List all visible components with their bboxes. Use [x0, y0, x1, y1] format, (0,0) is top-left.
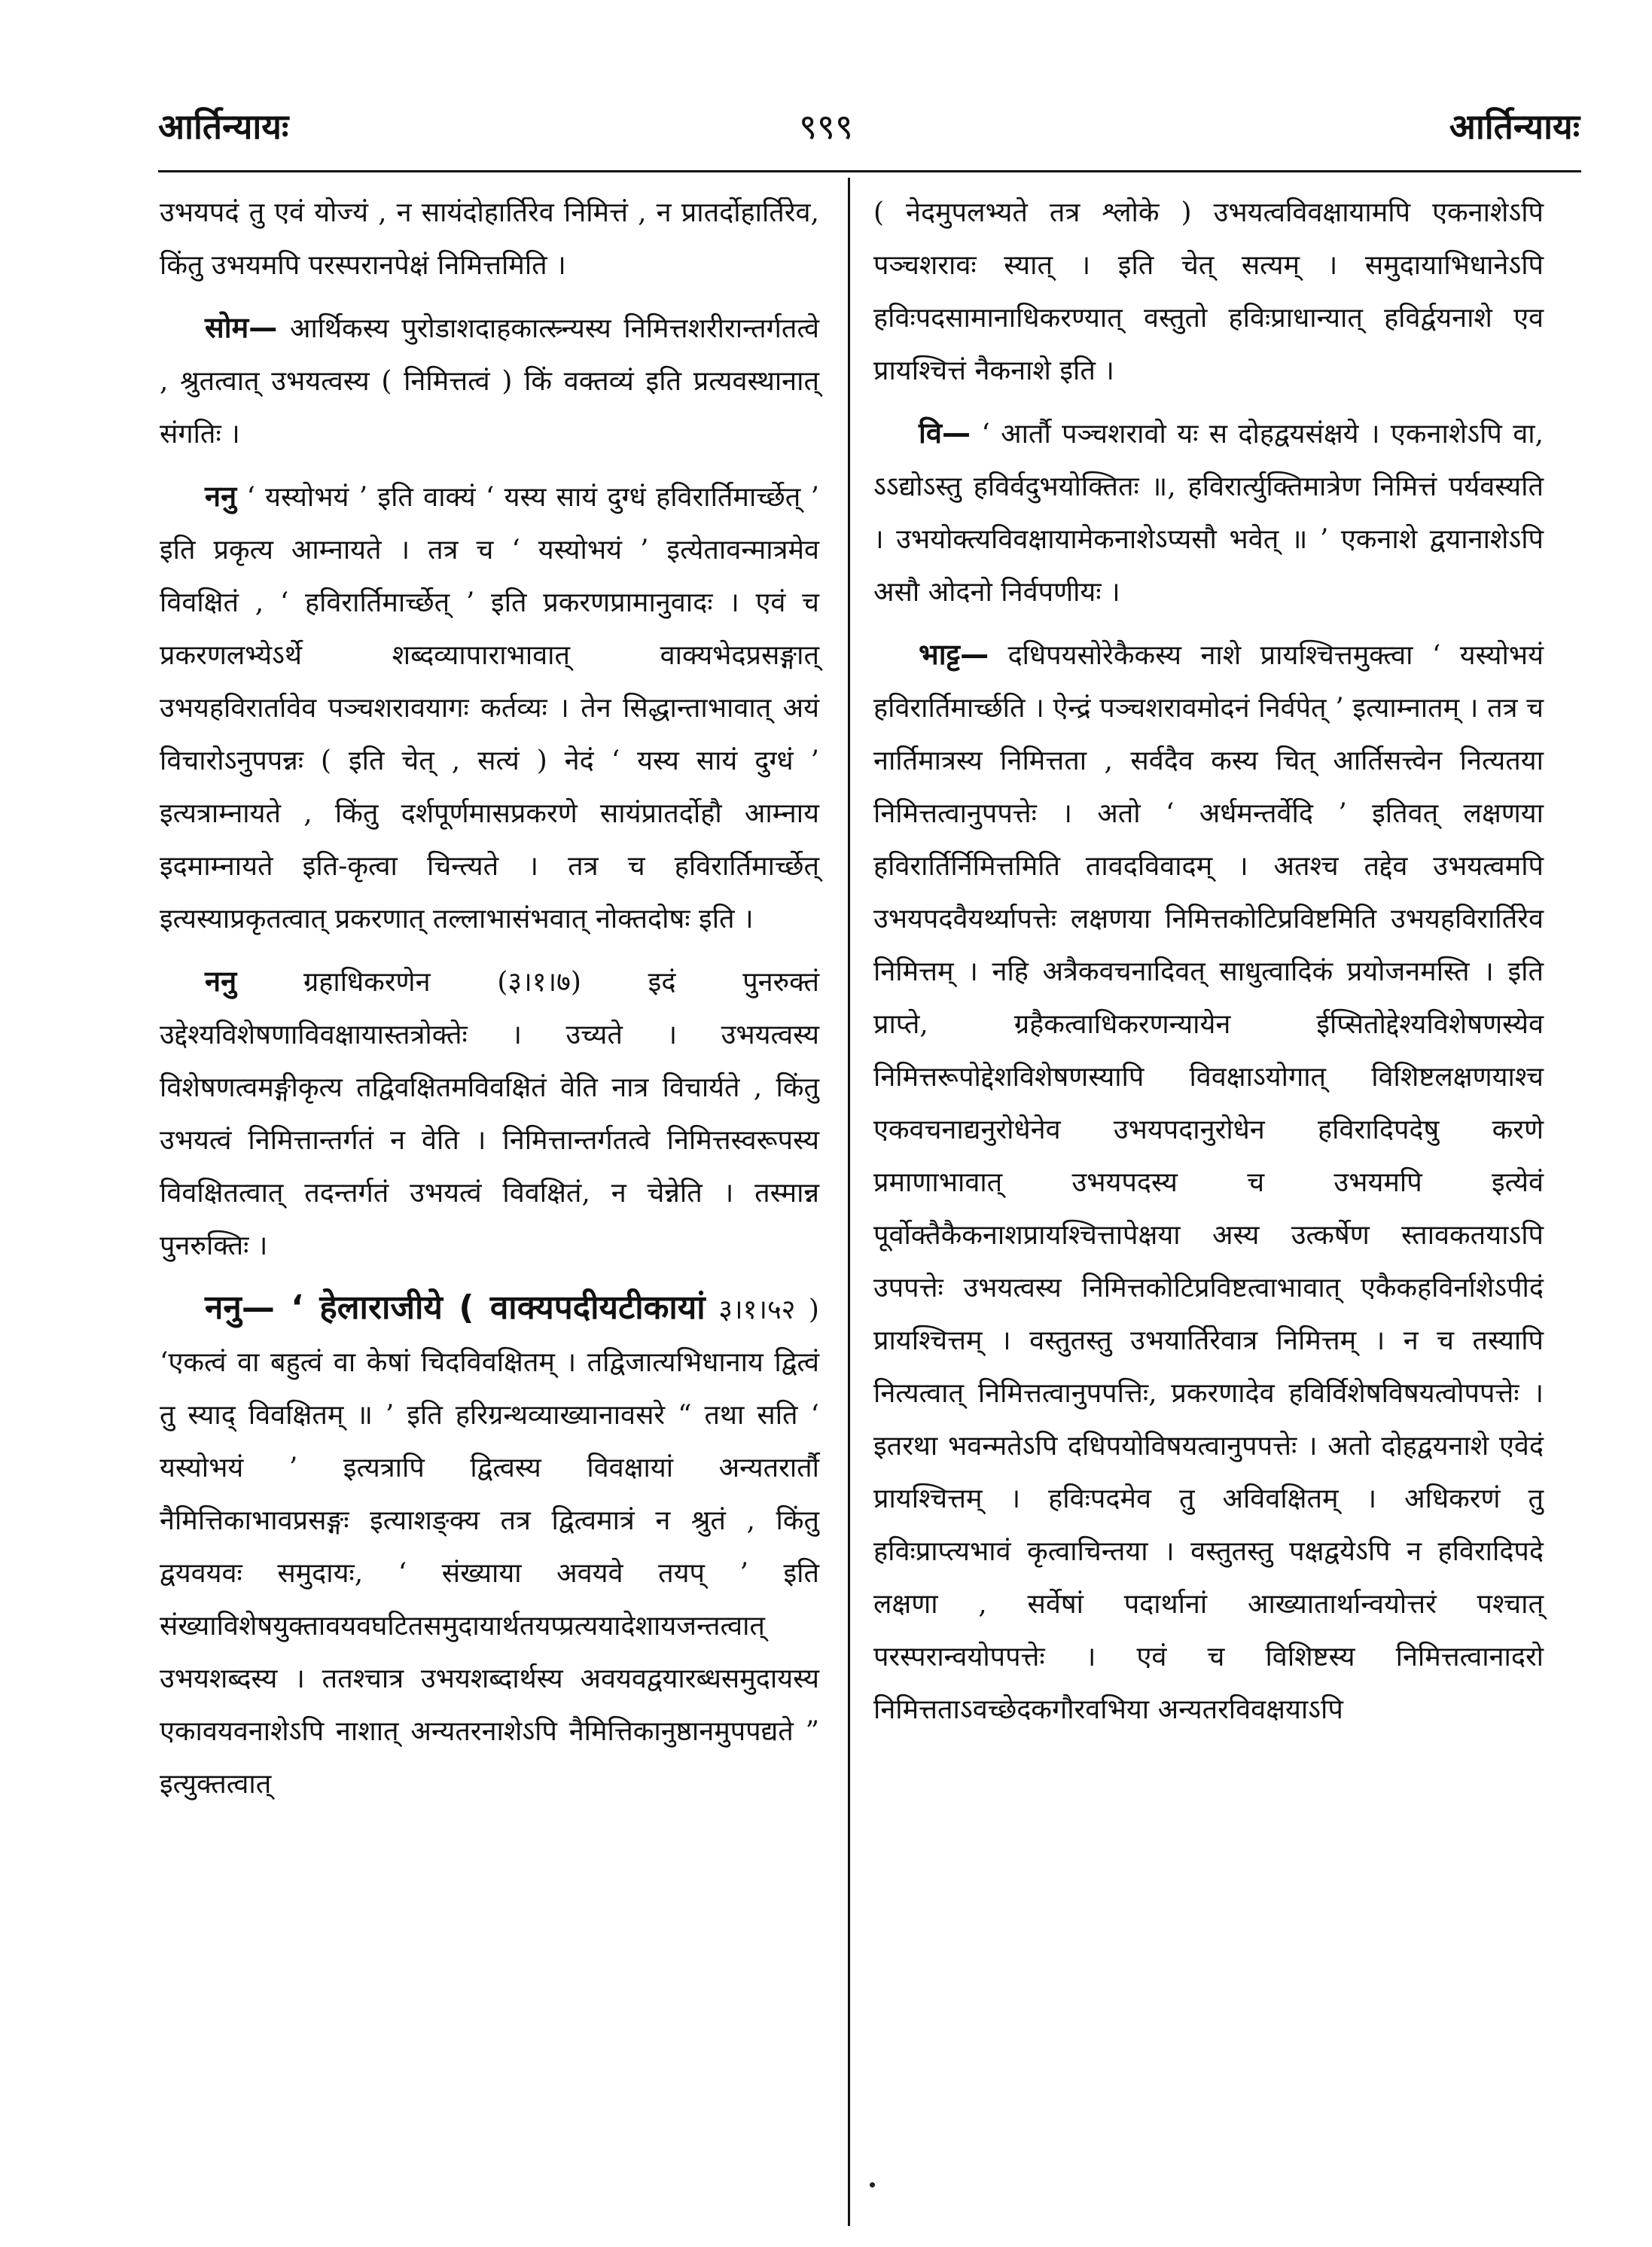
- paragraph-text: ( नेदमुपलभ्यते तत्र श्लोके ) उभयत्वविवक्षायामपि एकनाशेऽपि पञ्चशरावः स्यात् । इति चेत् सत्यम् । समुदायाभिधानेऽपि हविःपदसामानाधिकरण्यात् वस्तुतो हविःप्राधान्यात् हविर्द्वयनाशे एव प्रायश्चित्तं नैकनाशे इति ।: [873, 197, 1544, 386]
- paragraph: [873, 187, 1544, 398]
- paragraph-text: ‘ आर्तौ पञ्चशरावो यः स दोहद्वयसंक्षये । एकनाशेऽपि वा, ऽऽद्योऽस्तु हविर्वदुभयोक्तितः ॥, हविरार्त्युक्तिमात्रेण निमित्तं पर्यवस्यति । उभयोक्त्यविवक्षायामेकनाशेऽप्यसौ भवेत् ॥ ’ एकनाशे द्वयानाशेऽपि असौ ओदनो निर्वपणीयः ।: [873, 419, 1544, 608]
- paragraph-text: दधिपयसोरेकैकस्य नाशे प्रायश्चित्तमुक्त्वा ‘ यस्योभयं हविरार्तिमार्च्छति । ऐन्द्रं पञ्चशरावमोदनं निर्वपेत् ’ इत्याम्नातम् । तत्र च नार्तिमात्रस्य निमित्तता , सर्वदैव कस्य चित् आर्तिसत्त्वेन नित्यतया निमित्तत्वानुपपत्तेः । अतो ‘ अर्धमन्तर्वेदि ’ इतिवत् लक्षणया हविरार्तिर्निमित्तमिति तावदविवादम् । अतश्च तद्देव उभयत्वमपि उभयपदवैयर्थ्यापत्तेः लक्षणया निमित्तकोटिप्रविष्टमिति उभयहविरार्तिरेव निमित्तम् । नहि अत्रैकवचनादिवत् साधुत्वादिकं प्रयोजनमस्ति । इति प्राप्ते, ग्रहैकत्वाधिकरणन्यायेन ईप्सितोद्देश्यविशेषणस्येव निमित्तरूपोद्देशविशेषणस्यापि विवक्षाऽयोगात् विशिष्टलक्षणयाश्च एकवचनाद्यनुरोधेनेव उभयपदानुरोधेन हविरादिपदेषु करणे प्रमाणाभावात् उभयपदस्य च उभयमपि इत्येवं पूर्वोक्तैकैकनाशप्रायश्चित्तापेक्षया अस्य उत्कर्षेण स्तावकतयाऽपि उपपत्तेः उभयत्वस्य निमित्तकोटिप्रविष्टत्वाभावात् एकैकहविर्नाशेऽपीदं प्रायश्चित्तम् । वस्तुतस्तु उभयार्तिरेवात्र निमित्तम् । न च तस्यापि नित्यत्वात् निमित्तत्वानुपपत्तिः, प्रकरणादेव हविर्विशेषविषयत्वोपपत्तेः । इतरथा भवन्मतेऽपि दधिपयोविषयत्वानुपपत्तेः । अतो दोहद्वयनाशे एवेदं प्रायश्चित्तम् । हविःपदमेव तु अविवक्षितम् । अधिकरणं तु हविःप्राप्त्यभावं कृत्वाचिन्तया । वस्तुतस्तु पक्षद्वयेऽपि न हविरादिपदे लक्षणा , सर्वेषां पदार्थानां आख्यातार्थान्वयोत्तरं पश्चात् परस्परान्वयोपपत्तेः । एवं च विशिष्टस्य निमित्तत्वानादरो निमित्तताऽवच्छेदकगौरवभिया अन्यतरविवक्षयाऽपि: [873, 640, 1544, 1725]
- paragraph: [160, 955, 819, 1273]
- paragraph-lead: ननु— ‘ हेलाराजीये ( वाक्यपदीयटीकायां: [205, 1288, 706, 1327]
- stray-dot: [870, 2182, 875, 2188]
- paragraph: [873, 628, 1544, 1736]
- header-rule: [158, 170, 1581, 172]
- page-number: ९९९: [799, 106, 853, 147]
- paragraph: [160, 301, 819, 461]
- paragraph-text: आर्थिकस्य पुरोडाशदाहकात्स्र्न्यस्य निमित्तशरीरान्तर्गतत्वे , श्रुतत्वात् उभयत्वस्य ( निमित्तत्वं ) किं वक्तव्यं इति प्रत्यवस्थानात् संगतिः ।: [160, 313, 819, 450]
- paragraph-lead: वि—: [919, 416, 971, 450]
- left-column: [160, 187, 819, 1820]
- paragraph-text: उभयपदं तु एवं योज्यं , न सायंदोहार्तिरेव निमित्तं , न प्रातर्दोहार्तिरेव, किंतु उभयमपि परस्परानपेक्षं निमित्तमिति ।: [160, 197, 819, 281]
- paragraph-lead: सोम—: [205, 311, 278, 344]
- paragraph-text: ३।१।५२ ) ‘एकत्वं वा बहुत्वं वा केषां चिदविवक्षितम् । तद्विजात्यभिधानाय द्वित्वं तु स्याद् विवक्षितम् ॥ ’ इति हरिग्रन्थव्याख्यानावसरे “ तथा सति ‘ यस्योभयं ’ इत्यत्रापि द्वित्वस्य विवक्षायां अन्यतरार्तौ नैमित्तिकाभावप्रसङ्गः इत्याशङ्क्य तत्र द्वित्वमात्रं न श्रुतं , किंतु द्वयवयवः समुदायः, ‘ संख्याया अवयवे तयप् ’ इति संख्याविशेषयुक्तावयवघटितसमुदायार्थतयप्प्रत्ययादेशायजन्तत्वात् उभयशब्दस्य । ततश्चात्र उभयशब्दार्थस्य अवयवद्वयारब्धसमुदायस्य एकावयवनाशेऽपि नाशात् अन्यतरनाशेऽपि नैमित्तिकानुष्ठानमुपपद्यते ” इत्युक्तत्वात्: [160, 1294, 819, 1800]
- right-column: [873, 187, 1544, 1745]
- paragraph: [160, 470, 819, 946]
- running-head-right: आर्तिन्यायः: [1449, 106, 1580, 147]
- paragraph-lead: ननु: [205, 965, 237, 998]
- paragraph-text: ग्रहाधिकरणेन (३।१।७) इदं पुनरुक्तं उद्देश्यविशेषणाविवक्षायास्तत्रोक्तेः । उच्यते । उभयत्वस्य विशेषणत्वमङ्गीकृत्य तद्विवक्षितमविवक्षितं वेति नात्र विचार्यते , किंतु उभयत्वं निमित्तान्तर्गतं न वेति । निमित्तान्तर्गतत्वे निमित्तस्वरूपस्य विवक्षितत्वात् तदन्तर्गतं उभयत्वं विवक्षितं, न चेन्नेति । तस्मान्न पुनरुक्तिः ।: [160, 967, 819, 1261]
- paragraph: [160, 187, 819, 292]
- column-divider: [848, 178, 850, 2226]
- paragraph-text: ‘ यस्योभयं ’ इति वाक्यं ‘ यस्य सायं दुग्धं हविरार्तिमार्च्छेत् ’ इति प्रकृत्य आम्नायते । तत्र च ‘ यस्योभयं ’ इत्येतावन्मात्रमेव विवक्षितं , ‘ हविरार्तिमार्च्छेत् ’ इति प्रकरणप्रामानुवादः । एवं च प्रकरणलभ्येऽर्थे शब्दव्यापाराभावात् वाक्यभेदप्रसङ्गात् उभयहविरार्तावेव पञ्चशरावयागः कर्तव्यः । तेन सिद्धान्ताभावात् अयं विचारोऽनुपपन्नः ( इति चेत् , सत्यं ) नेदं ‘ यस्य सायं दुग्धं ’ इत्यत्राम्नायते , किंतु दर्शपूर्णमासप्रकरणे सायंप्रातर्दोहौ आम्नाय इदमाम्नायते इति-कृत्वा चिन्त्यते । तत्र च हविरार्तिमार्च्छेत् इत्यस्याप्रकृतत्वात् प्रकरणात् तल्लाभासंभवात् नोक्तदोषः इति ।: [160, 482, 819, 934]
- paragraph-lead: भाट्ट—: [919, 638, 989, 671]
- paragraph: [873, 407, 1544, 619]
- paragraph: [160, 1282, 819, 1811]
- paragraph-lead: ननु: [205, 480, 237, 513]
- running-head-left: आर्तिन्यायः: [158, 106, 289, 147]
